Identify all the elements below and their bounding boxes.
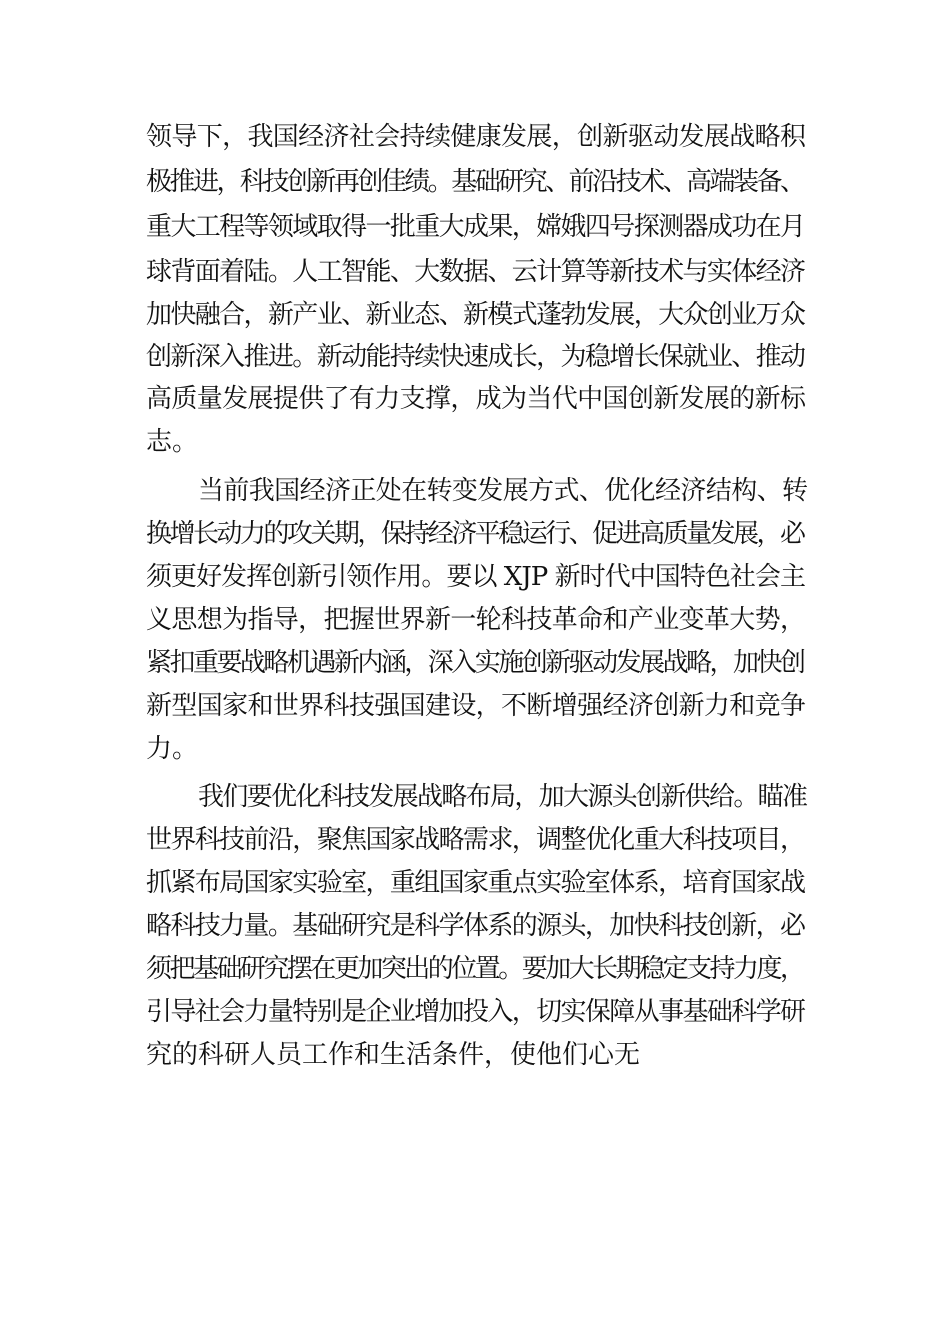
paragraph-3-line-1: 我们要优化科技发展战略布局，加大源头创新供给。瞄准 bbox=[198, 782, 807, 812]
paragraph-2-line-3: 须更好发挥创新引领作用。要以 XJP 新时代中国特色社会主 bbox=[146, 562, 805, 592]
paragraph-3-line-3: 抓紧布局国家实验室，重组国家重点实验室体系，培育国家战 bbox=[146, 868, 805, 898]
paragraph-1-line-5: 加快融合，新产业、新业态、新模式蓬勃发展，大众创业万众 bbox=[146, 300, 805, 330]
paragraph-3-line-2: 世界科技前沿，聚焦国家战略需求，调整优化重大科技项目， bbox=[146, 825, 805, 855]
paragraph-2-line-7: 力。 bbox=[146, 734, 199, 764]
paragraph-3-line-4: 略科技力量。基础研究是科学体系的源头，加快科技创新，必 bbox=[146, 911, 805, 941]
paragraph-2-line-2: 换增长动力的攻关期，保持经济平稳运行、促进高质量发展，必 bbox=[146, 519, 804, 549]
paragraph-1-line-4: 球背面着陆。人工智能、大数据、云计算等新技术与实体经济 bbox=[146, 257, 805, 287]
paragraph-3-line-6: 引导社会力量特别是企业增加投入，切实保障从事基础科学研 bbox=[146, 997, 805, 1027]
paragraph-1-line-6: 创新深入推进。新动能持续快速成长，为稳增长保就业、推动 bbox=[146, 342, 805, 372]
paragraph-2-line-5: 紧扣重要战略机遇新内涵，深入实施创新驱动发展战略，加快创 bbox=[146, 648, 804, 678]
paragraph-3-line-7: 究的科研人员工作和生活条件，使他们心无 bbox=[146, 1040, 641, 1070]
paragraph-1-line-2: 极推进，科技创新再创佳绩。基础研究、前沿技术、高端装备、 bbox=[146, 167, 804, 197]
paragraph-3-line-5: 须把基础研究摆在更加突出的位置。要加大长期稳定支持力度， bbox=[146, 954, 804, 984]
paragraph-1-line-8: 志。 bbox=[146, 427, 199, 457]
paragraph-1-line-7: 高质量发展提供了有力支撑，成为当代中国创新发展的新标 bbox=[146, 384, 806, 414]
paragraph-2-line-1: 当前我国经济正处在转变发展方式、优化经济结构、转 bbox=[198, 476, 808, 506]
paragraph-2-line-4: 义思想为指导，把握世界新一轮科技革命和产业变革大势， bbox=[146, 605, 806, 635]
paragraph-2-line-6: 新型国家和世界科技强国建设，不断增强经济创新力和竞争 bbox=[146, 691, 806, 721]
paragraph-1-line-1: 领导下，我国经济社会持续健康发展，创新驱动发展战略积 bbox=[146, 122, 806, 152]
paragraph-1-line-3: 重大工程等领域取得一批重大成果，嫦娥四号探测器成功在月 bbox=[146, 212, 805, 242]
